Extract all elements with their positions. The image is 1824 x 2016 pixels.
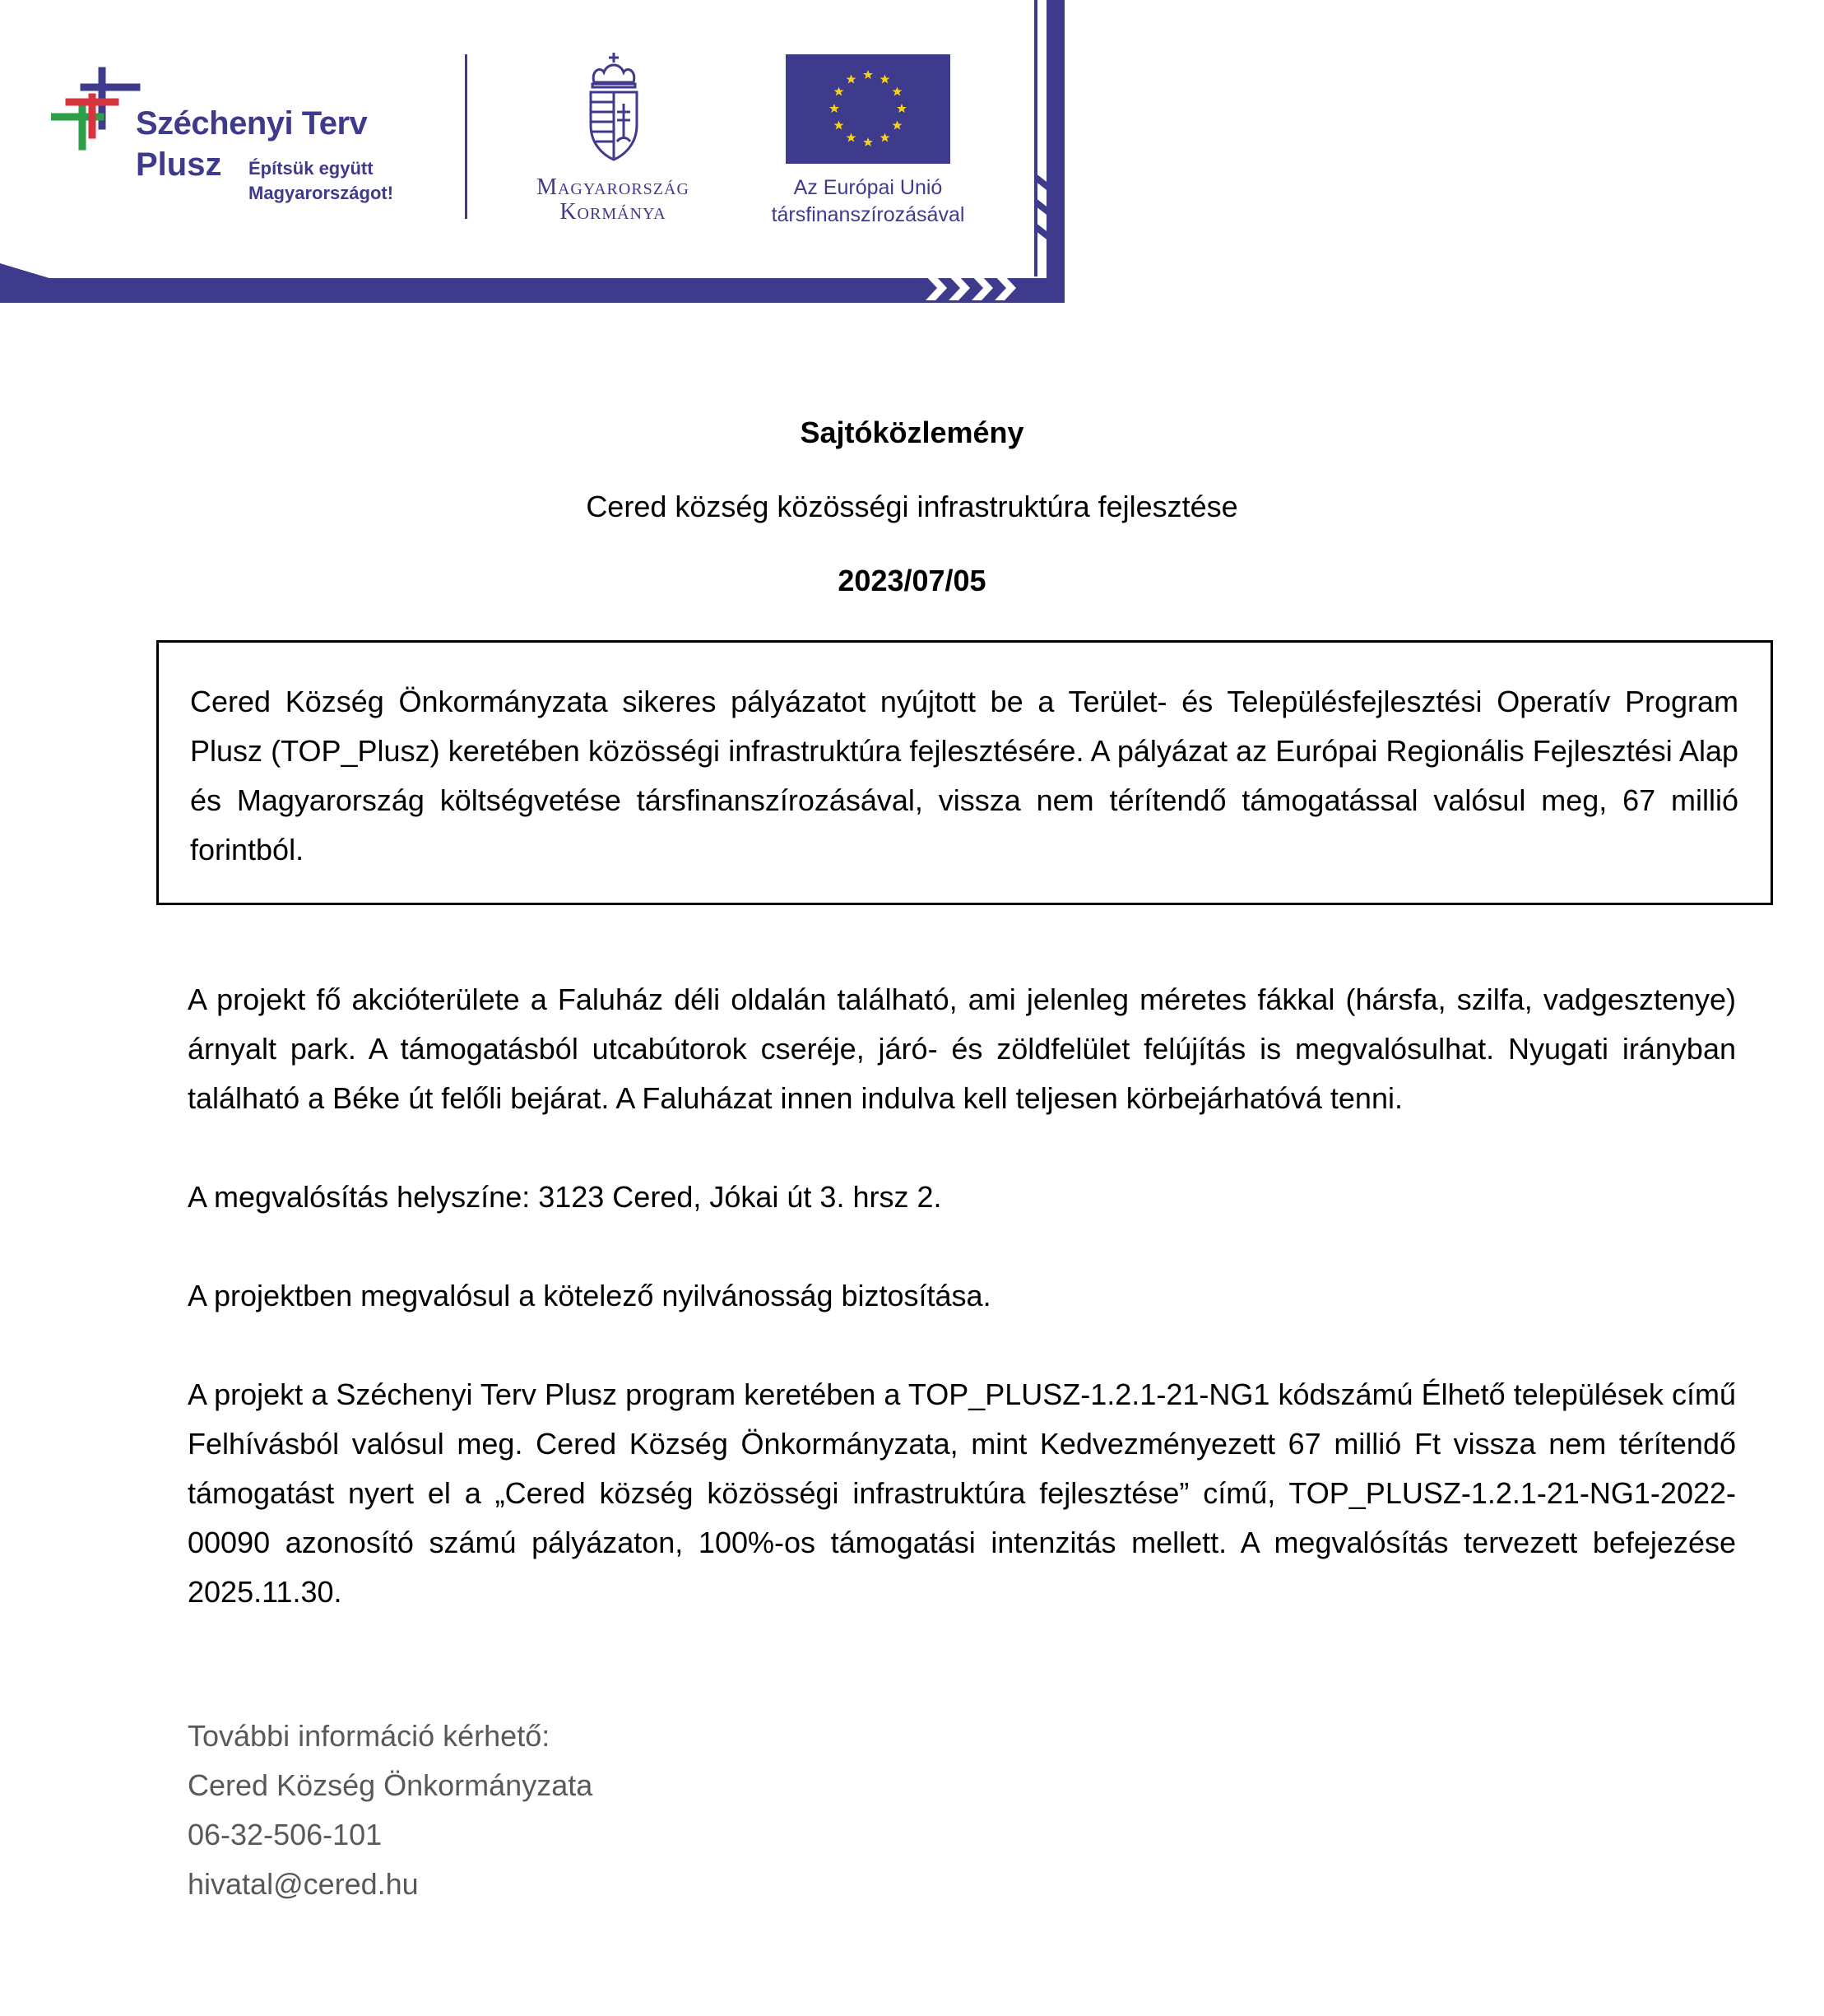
szechenyi-logo-plus: Plusz <box>136 146 222 183</box>
paragraph-funding: A projekt a Széchenyi Terv Plusz program keretében a TOP_PLUSZ-1.2.1-21-NG1 kódszámú Élhető települések című Felhívásból valósul meg. Cered Község Önkormányzata, mint Kedvezményezett 67 millió Ft vissza nem térítendő támogatást nyert el a „Cered község közösségi infrastruktúra fejlesztése” című, TOP_PLUSZ-1.2.1-21-NG1-2022-00090 azonosító számú pályázaton, 100%-os támogatási intenzitás mellett. A megvalósítás tervezett befejezése 2025.11.30. <box>188 1377 1736 1609</box>
slogan-line-1: Építsük együtt <box>248 158 374 179</box>
logo-divider <box>465 54 467 219</box>
contact-organization: Cered Község Önkormányzata <box>188 1768 593 1802</box>
contact-email: hivatal@cered.hu <box>188 1867 419 1901</box>
contact-phone: 06-32-506-101 <box>188 1818 383 1851</box>
header-banner <box>0 0 1070 309</box>
slogan-line-2: Magyarországot! <box>248 183 394 203</box>
coat-of-arms-icon <box>581 51 647 162</box>
eu-line-2: társfinanszírozásával <box>771 203 965 226</box>
government-logo-text <box>518 175 708 225</box>
paragraph-publicity: A projektben megvalósul a kötelező nyilvánosság biztosítása. <box>188 1279 991 1312</box>
paragraph-project-area: A projekt fő akcióterülete a Faluház déli oldalán található, ami jelenleg méretes fákkal (hársfa, szilfa, vadgesztenye) árnyalt park. A támogatásból utcabútorok cseréje, járó- és zöldfelület felújítás is megvalósulhat. Nyugati irányban található a Béke út felőli bejárat. A Faluházat innen indulva kell teljesen körbejárhatóvá tenni. <box>188 982 1736 1115</box>
document-subtitle: Cered község közösségi infrastruktúra fejlesztése <box>586 490 1238 523</box>
contact-block <box>188 1712 592 1909</box>
document-title: Sajtóközlemény <box>800 416 1024 449</box>
banner-vertical-bar <box>1047 0 1065 303</box>
chevron-right-icon <box>926 274 1020 302</box>
chevron-down-icon <box>1035 173 1065 247</box>
eu-line-1: Az Európai Unió <box>793 176 943 199</box>
document-date: 2023/07/05 <box>838 564 986 597</box>
contact-heading: További információ kérhető: <box>188 1719 550 1753</box>
government-line-1: Magyarország <box>536 174 689 200</box>
government-line-2: Kormánya <box>559 199 666 225</box>
eu-logo-text <box>745 174 991 229</box>
banner-bottom-bar <box>0 278 1065 303</box>
szechenyi-terv-cross-icon <box>51 64 142 155</box>
summary-box <box>156 640 1773 905</box>
banner-wedge <box>0 263 49 278</box>
szechenyi-logo-slogan <box>248 156 393 206</box>
paragraph-location: A megvalósítás helyszíne: 3123 Cered, Jókai út 3. hrsz 2. <box>188 1180 942 1214</box>
eu-flag <box>786 54 950 164</box>
eu-stars-icon <box>786 54 950 164</box>
szechenyi-logo-title: Széchenyi Terv <box>136 105 368 142</box>
summary-text: Cered Község Önkormányzata sikeres pályázatot nyújtott be a Terület- és Településfejlesztési Operatív Program Plusz (TOP_Plusz) keretében közösségi infrastruktúra fejlesztésére. A pályázat az Európai Regionális Fejlesztési Alap és Magyarország költségvetése társfinanszírozásával, vissza nem térítendő támogatással valósul meg, 67 millió forintból. <box>190 685 1738 866</box>
